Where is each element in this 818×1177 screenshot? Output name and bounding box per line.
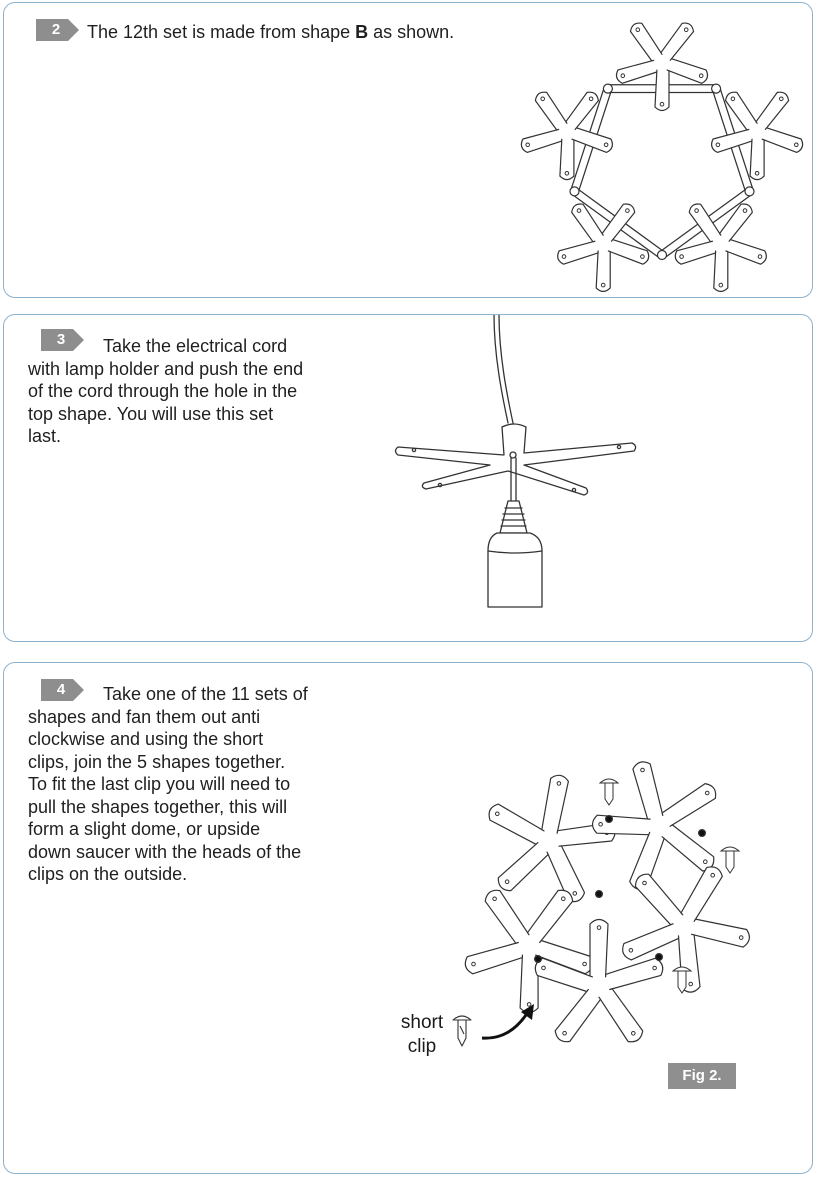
shape-hole: [739, 936, 743, 940]
shape-hole: [565, 172, 569, 176]
joint-hole: [745, 187, 754, 196]
joint-hole: [658, 251, 667, 260]
shape-hole: [680, 255, 684, 259]
joint-hole: [712, 84, 721, 93]
short-clip-callout: [448, 998, 538, 1058]
step-instruction-text: Take the electrical cord with lamp holder and push the end of the cord through the hole in the top shape. You will use this set last.: [28, 336, 304, 446]
shape-hole: [795, 143, 799, 147]
shape-hole: [755, 172, 759, 176]
shape-hole: [689, 982, 693, 986]
shape-hole: [573, 892, 577, 896]
star-shape: [465, 890, 592, 1012]
joint-hole: [570, 187, 579, 196]
shape-hole: [541, 97, 545, 101]
instruction-text-part: as shown.: [368, 22, 455, 42]
shape-hole: [472, 962, 476, 966]
lamp-cord-illustration: [384, 315, 654, 615]
callout-label: [392, 1011, 452, 1059]
step-number: 3: [56, 331, 66, 348]
shape-hole: [743, 209, 747, 213]
shape-hole: [629, 949, 633, 953]
callout-arrow: [482, 1012, 528, 1038]
shape-hole: [660, 102, 664, 106]
figure-caption: Fig 2.: [668, 1063, 736, 1089]
instruction-step-4: [3, 662, 813, 1174]
clip-icon: [721, 847, 739, 873]
shape-hole: [636, 28, 640, 32]
cord: [494, 315, 508, 423]
shape-hole: [583, 962, 587, 966]
clip-hole: [699, 830, 706, 837]
shape-hole: [731, 97, 735, 101]
shape-hole: [601, 283, 605, 287]
instruction-text-part: The 12th set is made from shape: [87, 22, 356, 42]
shape-hole: [758, 255, 762, 259]
callout-label-line: short: [400, 1012, 444, 1033]
shape-hole: [684, 28, 688, 32]
shape-hole: [711, 873, 715, 877]
clip-hole: [656, 954, 663, 961]
lamp-holder: [488, 533, 542, 607]
shape-hole: [719, 283, 723, 287]
instruction-step-2: [3, 2, 813, 298]
shape-hole: [563, 1031, 567, 1035]
shape-hole: [496, 812, 500, 816]
callout-label-line: clip: [407, 1036, 437, 1057]
clip-icon: [453, 1016, 471, 1020]
shape-hole: [589, 97, 593, 101]
shape-hole: [542, 966, 546, 970]
step-instruction-text: [87, 21, 454, 44]
shape-hole: [780, 97, 784, 101]
clip-hole: [535, 956, 542, 963]
shape-hole: [493, 897, 497, 901]
shape-hole: [699, 74, 703, 78]
star-ring-illustration: [510, 13, 810, 293]
clip-hole: [596, 891, 603, 898]
shape-label: B: [355, 22, 369, 42]
star-shape: [616, 23, 707, 110]
lamp-holder-thread: [500, 501, 527, 533]
shape-hole: [599, 823, 603, 827]
shape-hole: [597, 926, 601, 930]
shape-hole: [577, 209, 581, 213]
shape-hole: [695, 209, 699, 213]
step-instruction-text: Take one of the 11 sets of shapes and fan them out anti clockwise and using the short clips, join the 5 shapes together. To fit the last clip you will need to pull the shapes together, this will form a slight dome, or upside down saucer with the heads of the clips on the outside.: [28, 684, 308, 884]
clip-icon: [600, 779, 618, 805]
shape-hole: [704, 860, 708, 864]
step-number: 4: [56, 681, 66, 698]
step-number: 2: [51, 21, 61, 38]
shape-hole: [641, 768, 645, 772]
shape-hole: [643, 881, 647, 885]
shape-hole: [621, 74, 625, 78]
step-number-badge: [36, 19, 80, 41]
shape-hole: [562, 255, 566, 259]
shape-hole: [604, 143, 608, 147]
shape-hole: [716, 143, 720, 147]
shape-hole: [632, 1032, 636, 1036]
shape-hole: [505, 880, 509, 884]
shape-hole: [653, 966, 657, 970]
shape-hole: [526, 143, 530, 147]
shape-hole: [557, 782, 561, 786]
shape-hole: [626, 209, 630, 213]
shape-hole: [562, 897, 566, 901]
instruction-step-3: [3, 314, 813, 642]
shape-hole: [641, 255, 645, 259]
shape-hole: [705, 791, 709, 795]
joint-hole: [603, 84, 612, 93]
clip-hole: [606, 816, 613, 823]
